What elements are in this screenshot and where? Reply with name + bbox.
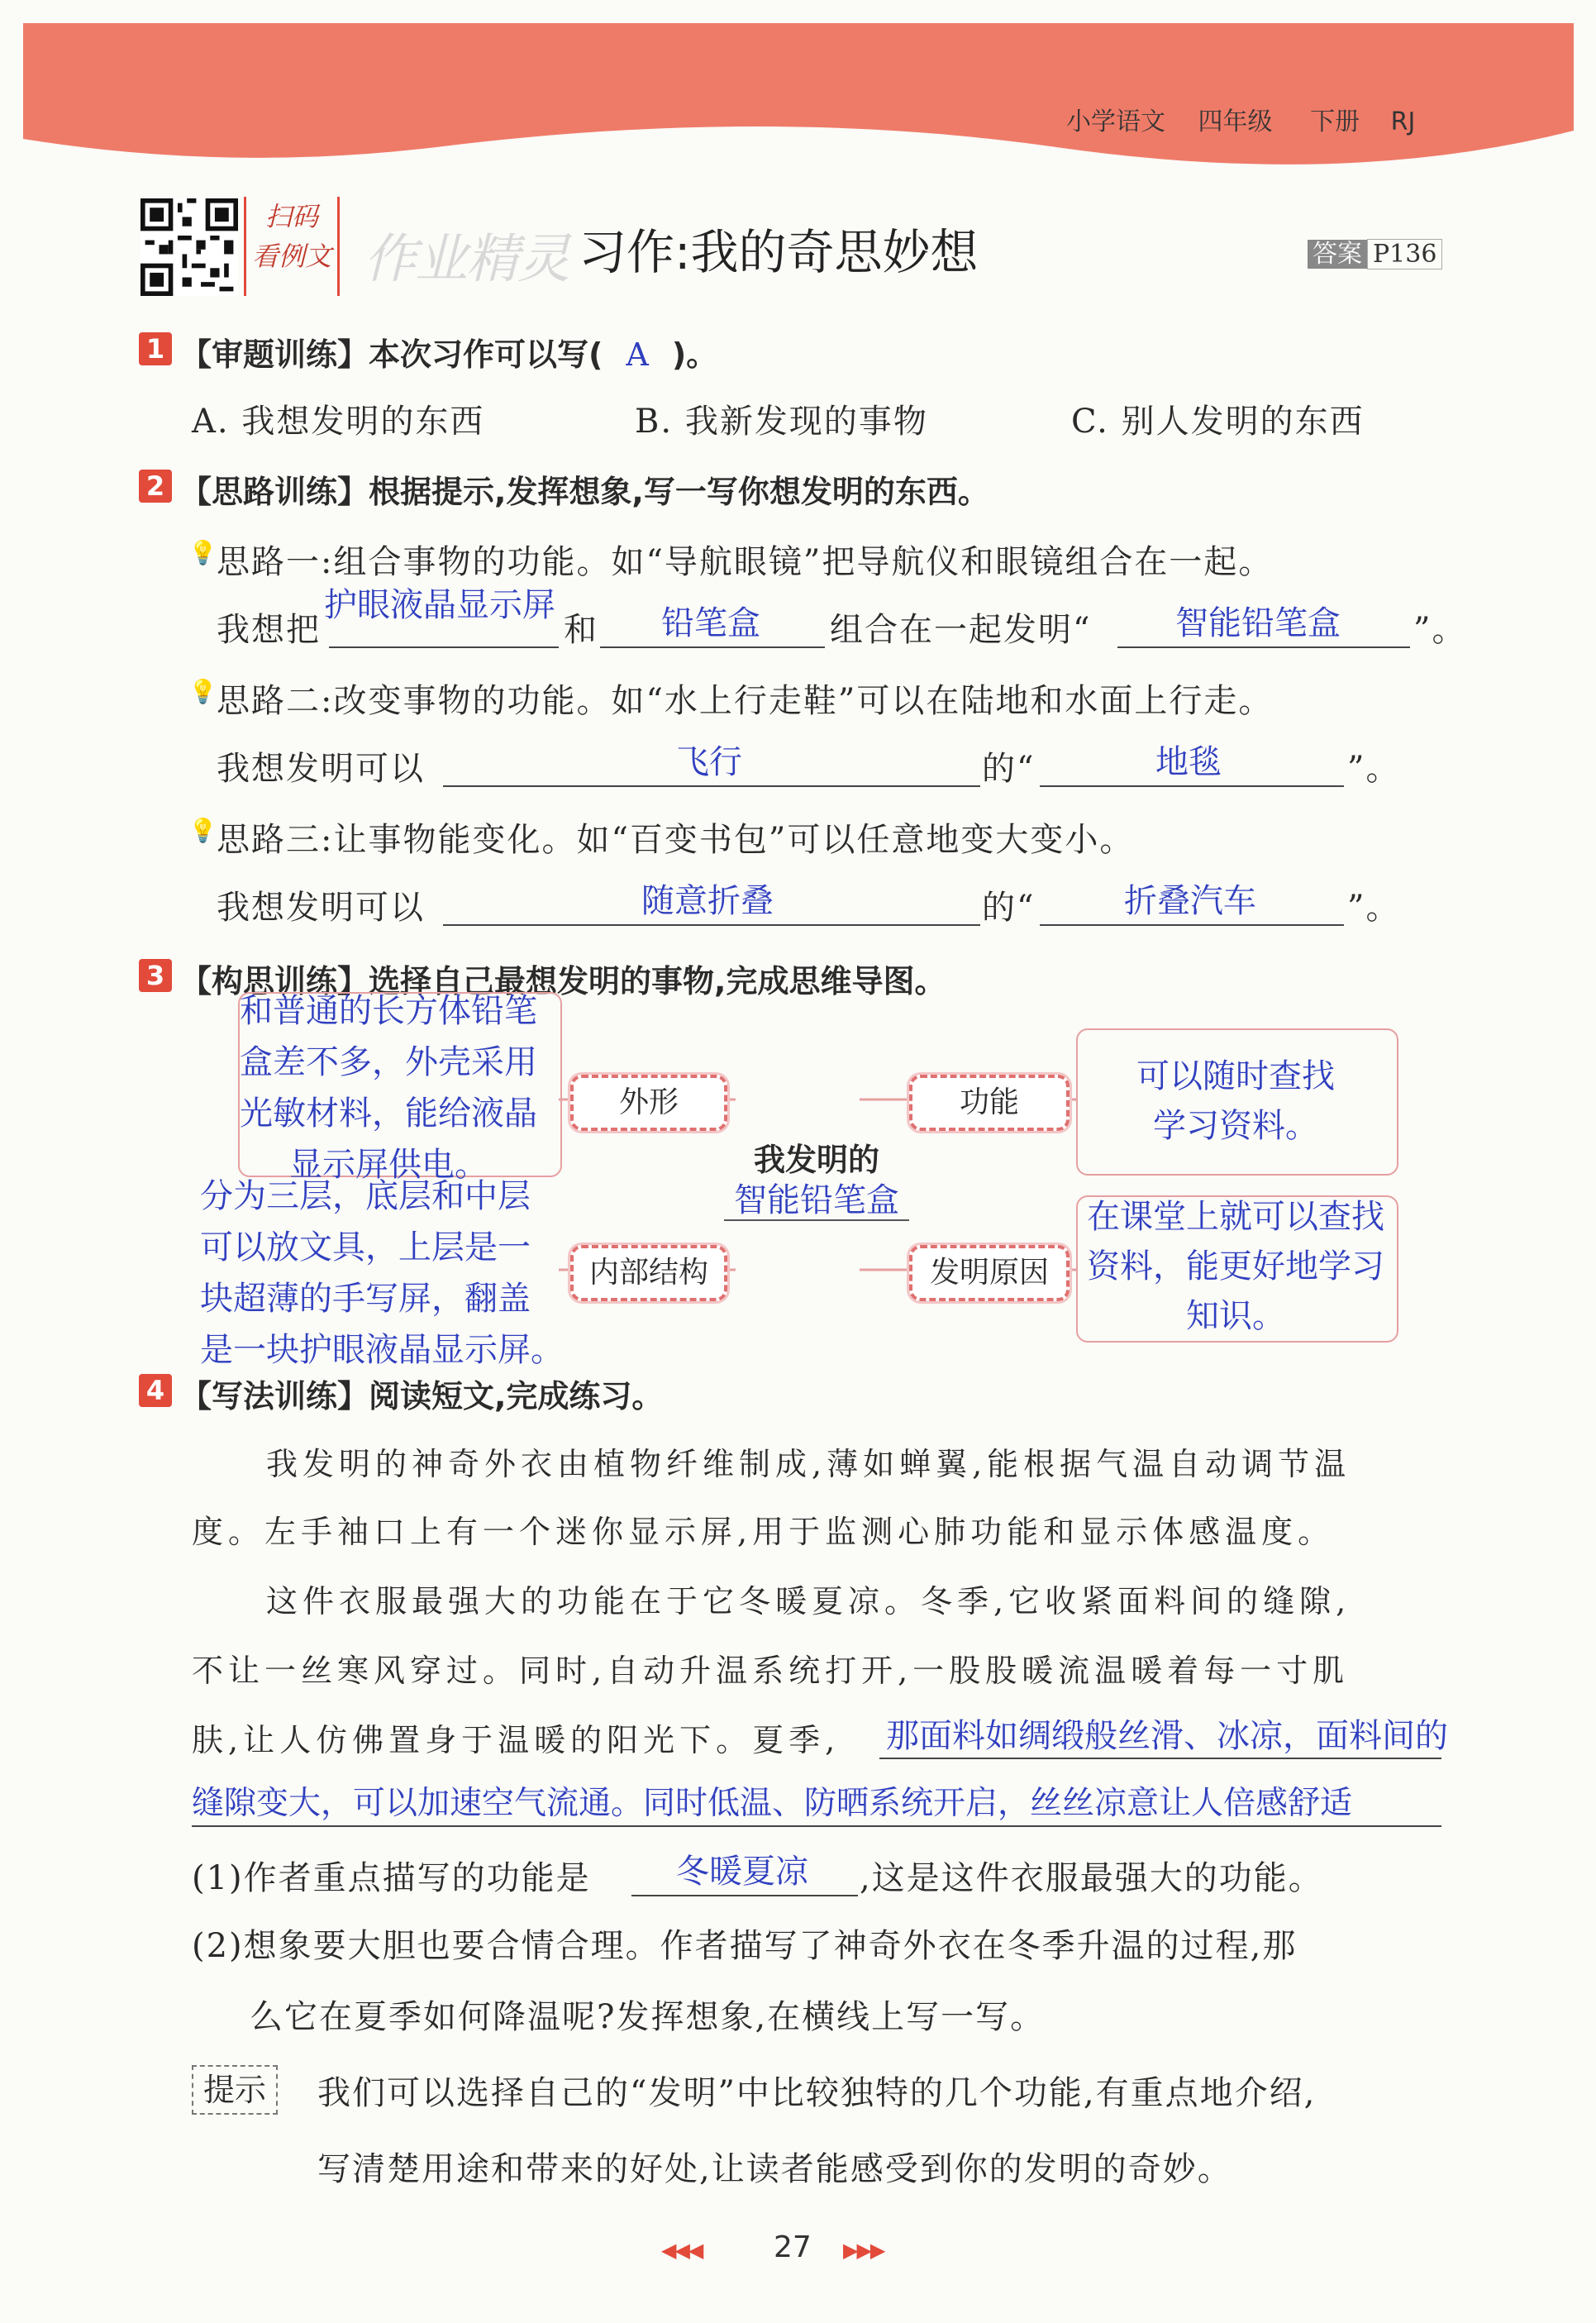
- q2-idea1-line-end: ”。: [1413, 611, 1467, 649]
- q2-idea2-ans2: 地毯: [1155, 743, 1222, 781]
- reason-line: 在课堂上就可以查找: [1087, 1198, 1384, 1236]
- q4-handwritten-line1: 那面料如绸缎般丝滑、冰凉，面料间的: [886, 1717, 1448, 1755]
- scan-label-1: 扫码: [264, 201, 318, 232]
- q2-idea3-line-end: ”。: [1347, 889, 1401, 927]
- hint-line1: 我们可以选择自己的“发明”中比较独特的几个功能,有重点地介绍,: [317, 2074, 1317, 2112]
- q2-idea1-ans3: 智能铅笔盒: [1175, 604, 1341, 642]
- shape-line: 显示屏供电。: [289, 1146, 488, 1184]
- mindmap-tag-structure: 内部结构: [570, 1245, 727, 1301]
- q2-idea1-line-b: 和: [564, 611, 598, 649]
- reason-line: 资料，能更好地学习: [1087, 1247, 1384, 1286]
- q2-idea1: 思路一:组合事物的功能。如“导航眼镜”把导航仪和眼镜组合在一起。: [217, 543, 1274, 581]
- q4-hw-underline2: [192, 1825, 1441, 1827]
- hint-line2: 写清楚用途和带来的好处,让读者能感受到你的发明的奇妙。: [317, 2150, 1232, 2188]
- q1-prompt-close: )。: [671, 336, 718, 373]
- q2-idea1-ans1: 护眼液晶显示屏: [324, 586, 555, 624]
- q4-sub1-a: (1)作者重点描写的功能是: [192, 1859, 591, 1897]
- reason-line: 知识。: [1186, 1297, 1285, 1335]
- q3-number: 3: [139, 959, 172, 992]
- idea-bulb-icon: 💡: [188, 678, 217, 705]
- header-volume: 下册: [1310, 107, 1360, 136]
- idea-bulb-icon: 💡: [188, 817, 217, 844]
- mindmap-center-answer: 智能铅笔盒: [734, 1181, 899, 1219]
- q2-idea3-line-a: 我想发明可以: [217, 889, 425, 927]
- q4-para-line: 这件衣服最强大的功能在于它冬暖夏凉。冬季,它收紧面料间的缝隙,: [266, 1583, 1351, 1619]
- q2-idea2-ans1: 飞行: [676, 743, 742, 781]
- q4-sub2-l1: (2)想象要大胆也要合情合理。作者描写了神奇外衣在冬季升温的过程,那: [192, 1927, 1298, 1965]
- q2-idea1-ans2: 铅笔盒: [661, 604, 760, 642]
- q4-para-line: 度。左手袖口上有一个迷你显示屏,用于监测心肺功能和显示体感温度。: [192, 1514, 1335, 1550]
- q4-sub1-answer: 冬暖夏凉: [676, 1853, 808, 1891]
- q3-prompt: 【构思训练】选择自己最想发明的事物,完成思维导图。: [180, 963, 946, 999]
- mindmap-tag-reason: 发明原因: [909, 1245, 1070, 1301]
- q2-idea2-line-end: ”。: [1347, 750, 1401, 788]
- q2-prompt: 【思路训练】根据提示,发挥想象,写一写你想发明的东西。: [180, 474, 989, 510]
- q2-idea3: 思路三:让事物能变化。如“百变书包”可以任意地变大变小。: [217, 821, 1135, 859]
- structure-line: 块超薄的手写屏，翻盖: [200, 1280, 531, 1318]
- q1-answer: A: [626, 336, 649, 373]
- footer-left-arrows: ◀◀◀: [661, 2239, 703, 2262]
- q2-idea3-ans1: 随意折叠: [641, 882, 774, 920]
- header-subject: 小学语文: [1066, 107, 1165, 136]
- q2-idea2-line-b: 的“: [982, 750, 1036, 788]
- shape-line: 盒差不多，外壳采用: [240, 1043, 537, 1081]
- q1-prompt-text: 【审题训练】本次习作可以写(: [180, 336, 603, 373]
- function-line: 可以随时查找: [1136, 1057, 1335, 1095]
- q4-handwritten-line2: 缝隙变大，可以加速空气流通。同时低温、防晒系统开启，丝丝凉意让人倍感舒适: [192, 1785, 1353, 1822]
- header-grade: 四年级: [1198, 107, 1273, 136]
- structure-line: 可以放文具，上层是一: [200, 1228, 531, 1266]
- q2-number: 2: [139, 470, 172, 503]
- q2-idea2: 思路二:改变事物的功能。如“水上行走鞋”可以在陆地和水面上行走。: [217, 682, 1274, 720]
- watermark: 作业精灵: [364, 229, 569, 290]
- q2-idea1-line-c: 组合在一起发明“: [830, 611, 1092, 649]
- page-number: 27: [774, 2230, 812, 2264]
- q4-number: 4: [139, 1374, 172, 1407]
- q4-sub2-l2: 么它在夏季如何降温呢?发挥想象,在横线上写一写。: [250, 1998, 1046, 2036]
- mindmap-shape-text: [240, 985, 537, 1190]
- q4-para-line: 不让一丝寒风穿过。同时,自动升温系统打开,一股股暖流温暖着每一寸肌: [192, 1653, 1350, 1689]
- answer-page: P136: [1367, 239, 1442, 270]
- structure-line: 分为三层，底层和中层: [200, 1177, 531, 1215]
- function-line: 学习资料。: [1153, 1107, 1318, 1145]
- q1-option-c: C. 别人发明的东西: [1071, 403, 1365, 441]
- scan-label-2: 看例文: [251, 241, 331, 272]
- q2-idea3-line-b: 的“: [982, 889, 1036, 927]
- answer-label: 答案: [1308, 240, 1367, 269]
- q4-para-line: 我发明的神奇外衣由植物纤维制成,薄如蝉翼,能根据气温自动调节温: [266, 1446, 1351, 1482]
- q1-option-b: B. 我新发现的事物: [635, 403, 928, 441]
- footer-right-arrows: ▶▶▶: [843, 2239, 884, 2262]
- q4-prompt: 【写法训练】阅读短文,完成练习。: [180, 1378, 664, 1414]
- q4-para-line: 肤,让人仿佛置身于温暖的阳光下。夏季,: [192, 1722, 841, 1758]
- q1-number: 1: [139, 332, 172, 365]
- hint-label: 提示: [192, 2065, 278, 2115]
- q2-idea2-line-a: 我想发明可以: [217, 750, 425, 788]
- mindmap-reason-text: [1076, 1192, 1395, 1341]
- mindmap-tag-function: 功能: [909, 1075, 1070, 1131]
- idea-bulb-icon: 💡: [188, 539, 217, 566]
- q2-idea1-line-a: 我想把: [217, 611, 321, 649]
- q4-sub1-blank: [631, 1895, 858, 1896]
- mindmap-tag-shape: 外形: [570, 1075, 727, 1131]
- shape-line: 和普通的长方体铅笔: [240, 992, 537, 1030]
- page-title: 习作:我的奇思妙想: [579, 224, 979, 280]
- mindmap-structure-text: [200, 1171, 564, 1376]
- q1-option-a: A. 我想发明的东西: [192, 403, 485, 441]
- shape-line: 光敏材料，能给液晶: [240, 1095, 537, 1133]
- structure-line: 是一块护眼液晶显示屏。: [200, 1331, 564, 1369]
- q2-idea3-ans2: 折叠汽车: [1124, 882, 1256, 920]
- q4-sub1-b: ,这是这件衣服最强大的功能。: [860, 1859, 1323, 1897]
- q4-hw-underline1: [879, 1758, 1441, 1759]
- header-edition: RJ: [1390, 107, 1416, 136]
- mindmap-function-text: [1076, 1052, 1395, 1151]
- mindmap-center-label: 我发明的: [753, 1142, 879, 1178]
